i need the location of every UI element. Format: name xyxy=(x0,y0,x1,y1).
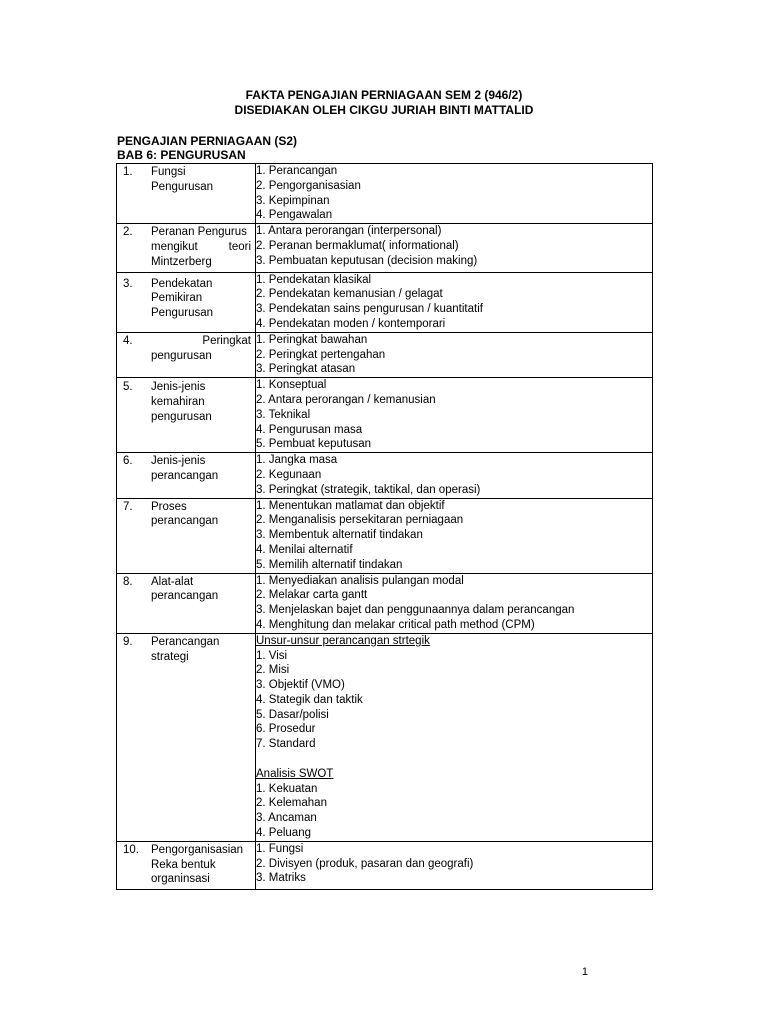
list-item: 2. Misi xyxy=(256,664,290,677)
row-topic: Proses perancangan xyxy=(151,500,219,528)
list-item: 1. Menyediakan analisis pulangan modal xyxy=(256,574,464,587)
list-item: 2. Peranan bermaklumat( informational) xyxy=(256,239,459,252)
list-item: 1. Peringkat bawahan xyxy=(256,333,368,346)
list-item: 5. Pembuat keputusan xyxy=(256,438,372,451)
list-item: 2. Kegunaan xyxy=(256,468,322,481)
table-row xyxy=(117,378,653,453)
section-heading: Analisis SWOT xyxy=(256,767,334,780)
row-items xyxy=(256,498,653,573)
list-item: 3. Kepimpinan xyxy=(256,194,330,207)
list-item: 3. Pendekatan sains pengurusan / kuantitatif xyxy=(256,303,483,316)
list-item: 1. Konseptual xyxy=(256,379,327,392)
list-item: 4. Pengurusan masa xyxy=(256,423,363,436)
table-row xyxy=(117,498,653,573)
row-items xyxy=(256,224,653,272)
list-item: 5. Memilih alternatif tindakan xyxy=(256,558,403,571)
document-title: FAKTA PENGAJIAN PERNIAGAAN SEM 2 (946/2) xyxy=(245,88,523,102)
list-item: 4. Pendekatan moden / kontemporari xyxy=(256,317,446,330)
list-item: 1. Kekuatan xyxy=(256,782,318,795)
table-row xyxy=(117,841,653,889)
spacer xyxy=(256,752,652,767)
list-item: 1. Antara perorangan (interpersonal) xyxy=(256,225,442,238)
row-items xyxy=(256,841,653,889)
row-number: 9. xyxy=(123,635,133,648)
list-item: 1. Pendekatan klasikal xyxy=(256,273,372,286)
row-items xyxy=(256,332,653,377)
list-item: 6. Prosedur xyxy=(256,723,316,736)
row-number: 1. xyxy=(123,166,133,178)
table-row xyxy=(117,272,653,332)
list-item: 2. Menganalisis persekitaran perniagaan xyxy=(256,514,464,527)
list-item: 1. Visi xyxy=(256,649,288,662)
row-items xyxy=(256,378,653,453)
document-author-line: DISEDIAKAN OLEH CIKGU JURIAH BINTI MATTALID xyxy=(234,103,534,117)
list-item: 2. Antara perorangan / kemanusian xyxy=(256,393,436,406)
list-item: 4. Menghitung dan melakar critical path method (CPM) xyxy=(256,618,535,631)
list-item: 4. Stategik dan taktik xyxy=(256,693,363,706)
row-topic: Peranan Pengurus mengikut teori Mintzerberg xyxy=(151,226,251,268)
facts-table xyxy=(116,163,653,890)
list-item: 3. Objektif (VMO) xyxy=(256,679,345,692)
list-item: 1. Fungsi xyxy=(256,842,304,855)
row-topic: Pendekatan Pemikiran Pengurusan xyxy=(151,277,214,320)
list-item: 3. Peringkat (strategik, taktikal, dan operasi) xyxy=(256,483,481,496)
row-topic: Pengorganisasian Reka bentuk organinsasi xyxy=(151,843,244,886)
row-topic: Fungsi Pengurusan xyxy=(151,166,214,193)
table-row xyxy=(117,573,653,633)
list-item: 2. Melakar carta gantt xyxy=(256,589,368,602)
chapter-heading: BAB 6: PENGURUSAN xyxy=(117,148,246,162)
row-number: 4. xyxy=(123,334,133,347)
list-item: 1. Jangka masa xyxy=(256,454,338,467)
list-item: 2. Kelemahan xyxy=(256,797,327,810)
row-topic: Alat-alat perancangan xyxy=(151,575,219,603)
list-item: 3. Ancaman xyxy=(256,812,317,825)
row-number: 7. xyxy=(123,500,133,513)
row-items xyxy=(256,633,653,841)
table-row xyxy=(117,453,653,498)
row-items xyxy=(256,453,653,498)
list-item: 3. Teknikal xyxy=(256,408,311,421)
row-topic: Peringkat pengurusan xyxy=(151,334,251,362)
list-item: 3. Menjelaskan bajet dan penggunaannya dalam perancangan xyxy=(256,604,575,617)
table-row xyxy=(117,633,653,841)
row-number: 5. xyxy=(123,381,133,394)
section-heading: Unsur-unsur perancangan strtegik xyxy=(256,634,430,647)
row-number: 2. xyxy=(123,226,133,239)
list-item: 5. Dasar/polisi xyxy=(256,708,329,721)
list-item: 2. Peringkat pertengahan xyxy=(256,348,386,361)
list-item: 2. Pendekatan kemanusian / gelagat xyxy=(256,288,443,301)
list-item: 3. Matriks xyxy=(256,872,306,885)
row-topic: Jenis-jenis kemahiran pengurusan xyxy=(151,381,212,423)
row-number: 10. xyxy=(123,843,139,856)
row-number: 6. xyxy=(123,455,133,468)
row-topic: Perancangan strategi xyxy=(151,635,220,663)
row-number: 3. xyxy=(123,277,133,290)
row-items xyxy=(256,164,653,224)
row-topic: Jenis-jenis perancangan xyxy=(151,455,219,482)
list-item: 2. Divisyen (produk, pasaran dan geografi) xyxy=(256,857,474,870)
list-item: 7. Standard xyxy=(256,738,316,751)
list-item: 4. Menilai alternatif xyxy=(256,543,353,556)
list-item: 3. Pembuatan keputusan (decision making) xyxy=(256,254,478,267)
list-item: 1. Perancangan xyxy=(256,165,338,177)
list-item: 3. Membentuk alternatif tindakan xyxy=(256,529,423,542)
row-items xyxy=(256,272,653,332)
list-item: 4. Peluang xyxy=(256,827,311,840)
table-row xyxy=(117,224,653,272)
page-number: 1 xyxy=(581,966,588,978)
table-row xyxy=(117,332,653,377)
row-items xyxy=(256,573,653,633)
list-item: 4. Pengawalan xyxy=(256,209,333,222)
subject-heading: PENGAJIAN PERNIAGAAN (S2) xyxy=(117,134,298,148)
table-row xyxy=(117,164,653,224)
list-item: 3. Peringkat atasan xyxy=(256,363,356,376)
row-number: 8. xyxy=(123,575,133,588)
list-item: 1. Menentukan matlamat dan objektif xyxy=(256,499,445,512)
list-item: 2. Pengorganisasian xyxy=(256,179,361,192)
